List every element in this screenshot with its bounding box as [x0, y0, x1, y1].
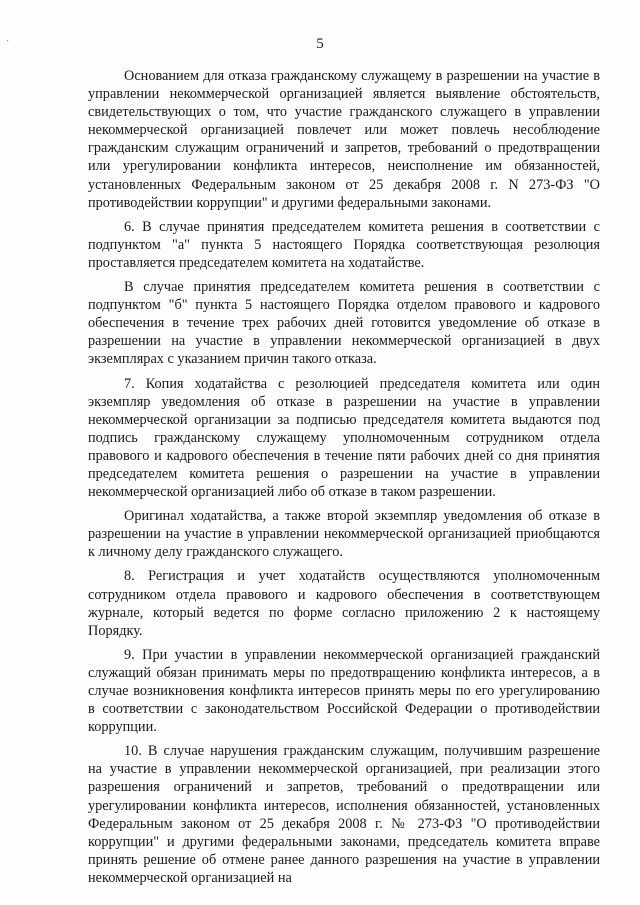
page-number: 5	[316, 36, 324, 52]
paragraph-6-refusal: В случае принятия председателем комитета решения в соответствии с подпунктом "б" пункта 5 настоящего Порядка отделом правового и кадрового обеспечения в течение трех рабочих дней готовится уведомление об отказе в разрешении на участие в управлении некоммерческой организацией в двух экземплярах с указанием причин такого отказа.	[88, 279, 600, 368]
document-body	[88, 67, 600, 887]
paragraph-8: 8. Регистрация и учет ходатайств осуществляются уполномоченным сотрудником отдела правового и кадрового обеспечения в соответствующем журнале, который ведется по форме согласно приложению 2 к настоящему Порядку.	[88, 568, 600, 639]
paragraph-7: 7. Копия ходатайства с резолюцией председателя комитета или один экземпляр уведомления об отказе в разрешении на участие в управлении некоммерческой организации за подписью председателя комитета выдаются под подпись гражданскому служащему уполномоченным сотрудником отдела правового и кадрового обеспечения в течение пяти рабочих дней со дня принятия председателем комитета решения о разрешении на участие в управлении некоммерческой организацией либо об отказе в таком разрешении.	[88, 375, 600, 501]
margin-mark: ·	[6, 36, 10, 47]
paragraph-6: 6. В случае принятия председателем комитета решения в соответствии с подпунктом "а" пункта 5 настоящего Порядка соответствующая резолюция проставляется председателем комитета на ходатайстве.	[88, 218, 600, 271]
paragraph-10: 10. В случае нарушения гражданским служащим, получившим разрешение на участие в управлении некоммерческой организацией, при реализации этого разрешения ограничений и запретов, требований о предотвращении или урегулировании конфликта интересов, исполнения обязанностей, установленных Федеральным законом от 25 декабря 2008 г. № 273-ФЗ "О противодействии коррупции" и другими федеральными законами, председатель комитета вправе принять решение об отмене ранее данного разрешения на участие в управлении некоммерческой организацией на	[88, 743, 600, 886]
paragraph-refusal-grounds: Основанием для отказа гражданскому служащему в разрешении на участие в управлении некоммерческой организацией является выявление обстоятельств, свидетельствующих о том, что участие гражданского служащего в управлении некоммерческой организацией повлечет или может повлечь несоблюдение гражданским служащим ограничений и запретов, требований о предотвращении или урегулировании конфликта интересов, неисполнение им обязанностей, установленных Федеральным законом от 25 декабря 2008 г. N 273-ФЗ "О противодействии коррупции" и другими федеральными законами.	[88, 68, 600, 211]
paragraph-9: 9. При участии в управлении некоммерческой организацией гражданский служащий обязан принимать меры по предотвращению конфликта интересов, а в случае возникновения конфликта интересов принять меры по его урегулированию в соответствии с законодательством Российской Федерации о противодействии коррупции.	[88, 646, 600, 736]
paragraph-7-original: Оригинал ходатайства, а также второй экземпляр уведомления об отказе в разрешении на участие в управлении некоммерческой организацией приобщаются к личному делу гражданского служащего.	[88, 508, 600, 561]
